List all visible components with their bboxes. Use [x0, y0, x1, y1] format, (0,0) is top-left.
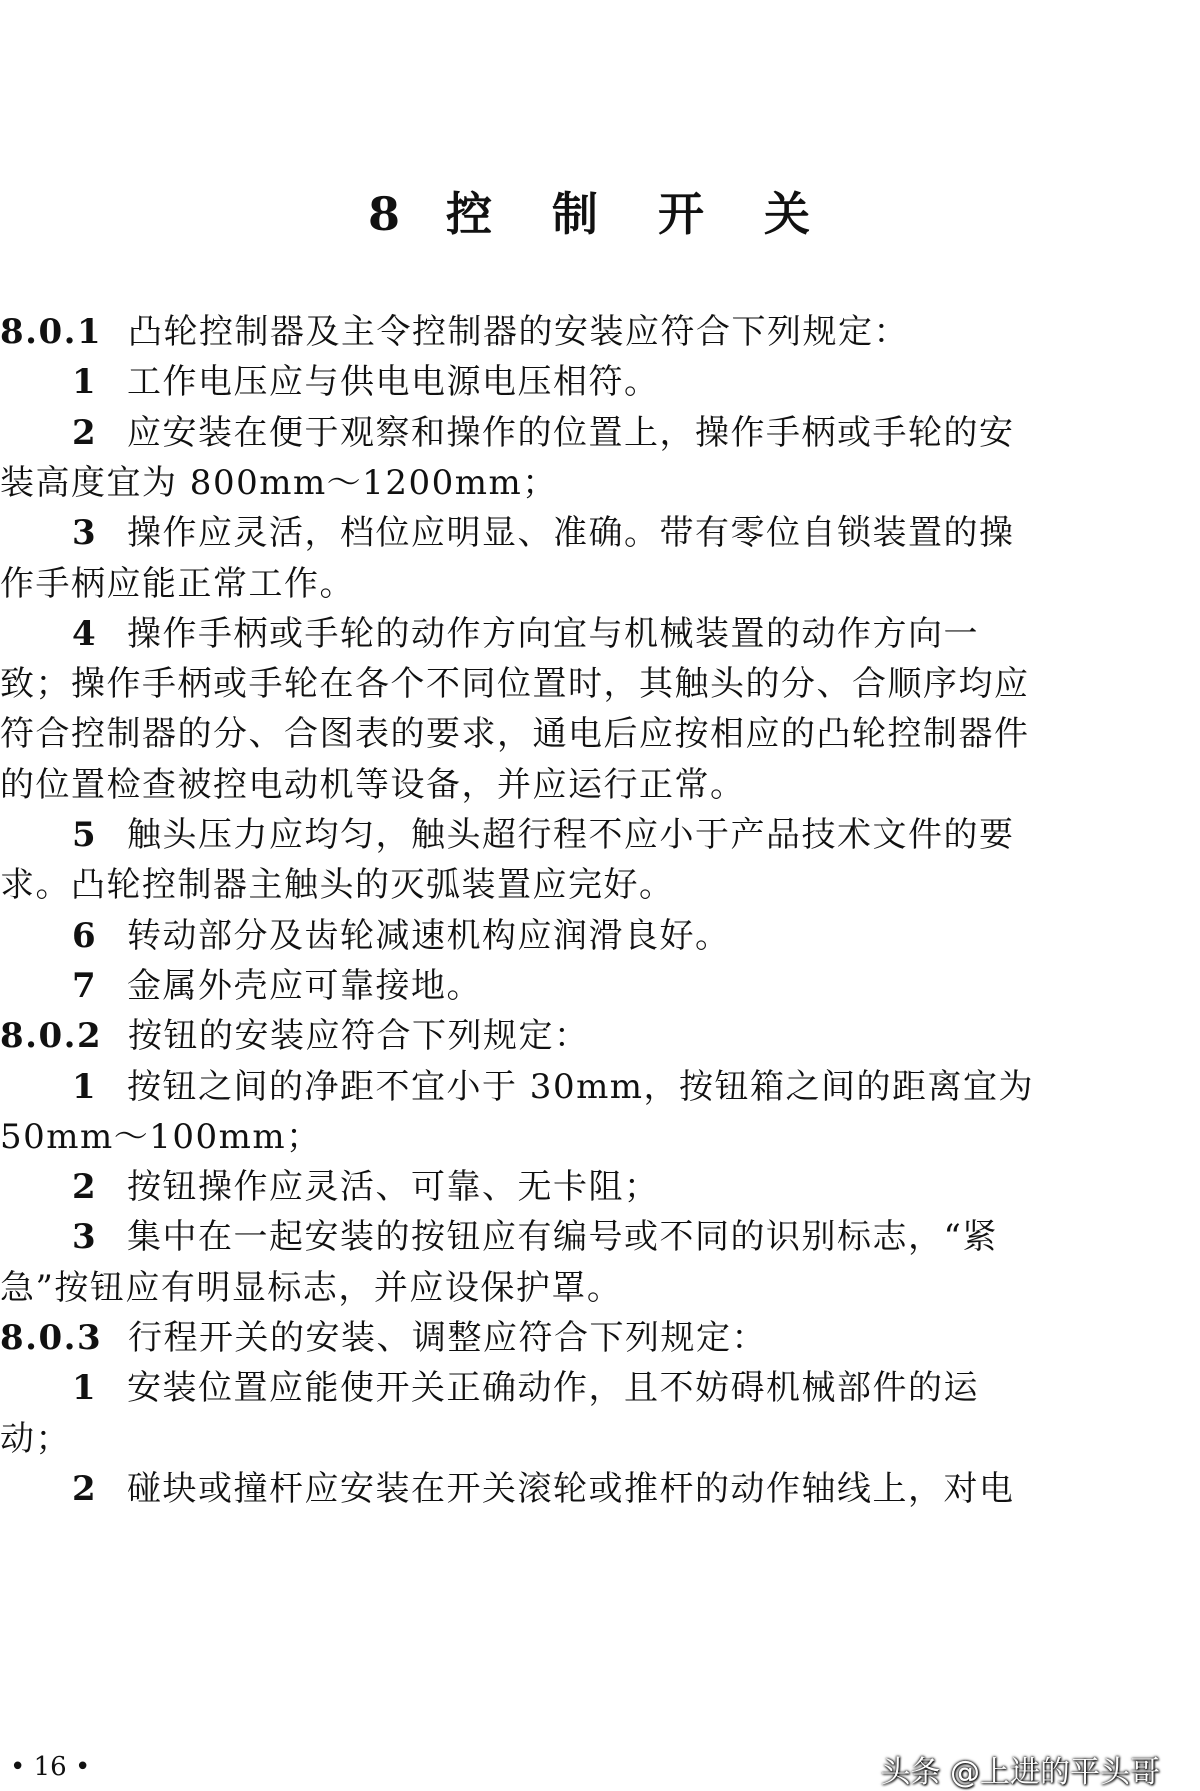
line-text: 致；操作手柄或手轮在各个不同位置时，其触头的分、合顺序均应	[0, 664, 1030, 705]
item-line	[0, 513, 1015, 553]
continuation-line	[0, 1117, 322, 1157]
clause-line	[0, 1318, 767, 1358]
line-text: 按钮的安装应符合下列规定：	[128, 1016, 590, 1057]
item-line	[0, 362, 660, 402]
continuation-line	[0, 714, 1030, 754]
item-line	[0, 815, 1015, 855]
line-text: 触头压力应均匀，触头超行程不应小于产品技术文件的要	[127, 815, 1015, 855]
line-text: 动；	[0, 1418, 71, 1459]
item-number: 1	[72, 1066, 98, 1107]
item-number: 3	[72, 513, 98, 554]
line-text: 金属外壳应可靠接地。	[127, 965, 482, 1006]
item-number: 4	[72, 613, 98, 654]
item-line	[0, 614, 979, 654]
clause-line	[0, 312, 909, 352]
item-line	[0, 1368, 979, 1408]
item-line	[0, 1217, 998, 1257]
item-line	[0, 413, 1015, 453]
continuation-line	[0, 664, 1030, 704]
item-number: 5	[72, 815, 98, 855]
continuation-line	[0, 1419, 71, 1459]
line-text: 碰块或撞杆应安装在开关滚轮或推杆的动作轴线上，对电	[127, 1468, 1015, 1509]
item-line	[0, 1167, 660, 1207]
item-number: 7	[72, 965, 98, 1006]
page-number: • 16 •	[10, 1752, 91, 1782]
line-text: 集中在一起安装的按钮应有编号或不同的识别标志，“紧	[127, 1217, 998, 1258]
clause-number: 8.0.2	[0, 1016, 103, 1057]
line-text: 工作电压应与供电电源电压相符。	[127, 362, 660, 403]
line-text: 急”按钮应有明显标志，并应设保护罩。	[0, 1267, 623, 1308]
line-text: 操作手柄或手轮的动作方向宜与机械装置的动作方向一	[127, 613, 979, 654]
item-line	[0, 966, 482, 1006]
line-text: 按钮之间的净距不宜小于 30mm，按钮箱之间的距离宜为	[127, 1066, 1035, 1107]
item-number: 1	[72, 1368, 98, 1409]
continuation-line	[0, 1268, 622, 1308]
continuation-line	[0, 765, 746, 805]
line-text: 求。凸轮控制器主触头的灭弧装置应完好。	[0, 865, 675, 906]
line-text: 应安装在便于观察和操作的位置上，操作手柄或手轮的安	[127, 412, 1015, 453]
chapter-heading: 控 制 开 关	[445, 187, 833, 241]
item-number: 1	[72, 362, 98, 403]
item-number: 2	[72, 412, 98, 453]
clause-number: 8.0.1	[0, 312, 103, 352]
clause-number: 8.0.3	[0, 1318, 103, 1358]
line-text: 的位置检查被控电动机等设备，并应运行正常。	[0, 764, 746, 805]
item-number: 6	[72, 915, 98, 956]
line-text: 凸轮控制器及主令控制器的安装应符合下列规定：	[128, 312, 909, 352]
item-line	[0, 916, 731, 956]
chapter-number: 8	[367, 187, 406, 241]
item-number: 2	[72, 1468, 98, 1509]
item-number: 2	[72, 1167, 98, 1208]
line-text: 装高度宜为 800mm～1200mm；	[0, 462, 558, 503]
item-line	[0, 1469, 1015, 1509]
line-text: 符合控制器的分、合图表的要求，通电后应按相应的凸轮控制器件	[0, 714, 1030, 755]
line-text: 操作应灵活，档位应明显、准确。带有零位自锁装置的操	[127, 513, 1015, 554]
line-text: 安装位置应能使开关正确动作，且不妨碍机械部件的运	[127, 1368, 979, 1409]
chapter-title	[0, 178, 1200, 244]
item-line	[0, 1067, 1034, 1107]
line-text: 作手柄应能正常工作。	[0, 563, 355, 604]
continuation-line	[0, 463, 558, 503]
watermark-text: 头条 @上进的平头哥	[880, 1755, 1160, 1790]
line-text: 转动部分及齿轮减速机构应润滑良好。	[127, 915, 731, 956]
clause-line	[0, 1016, 590, 1056]
line-text: 行程开关的安装、调整应符合下列规定：	[128, 1318, 767, 1358]
item-number: 3	[72, 1217, 98, 1258]
line-text: 50mm～100mm；	[0, 1116, 322, 1157]
continuation-line	[0, 865, 675, 905]
continuation-line	[0, 564, 355, 604]
line-text: 按钮操作应灵活、可靠、无卡阻；	[127, 1167, 660, 1208]
